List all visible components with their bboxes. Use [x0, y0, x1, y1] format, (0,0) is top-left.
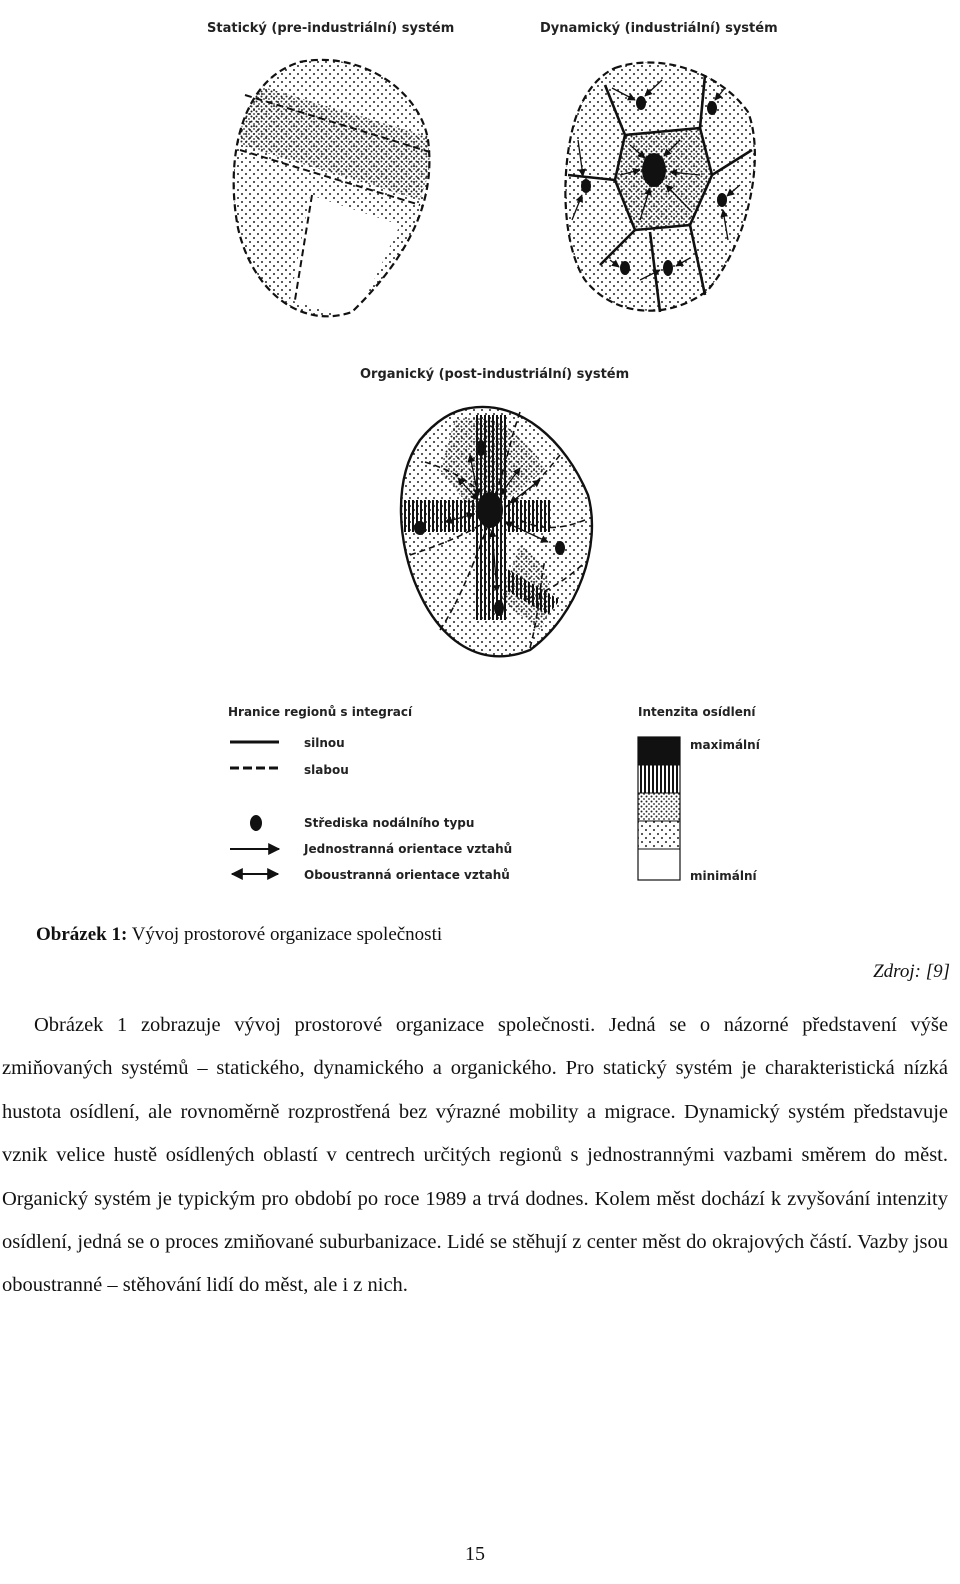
- dynamic-system-label: Dynamický (industriální) systém: [540, 21, 778, 36]
- intensity-min-swatch: [638, 849, 680, 880]
- figure-source: Zdroj: [9]: [873, 961, 950, 982]
- organic-system-label: Organický (post-industriální) systém: [360, 367, 630, 382]
- intensity-max-swatch: [638, 737, 680, 765]
- organic-system-diagram: [380, 395, 610, 680]
- nodal-center-dot-icon: [250, 815, 262, 831]
- intensity-medium-swatch: [638, 793, 680, 821]
- caption-text: Vývoj prostorové organizace společnosti: [127, 924, 443, 945]
- legend-intensity-heading: Intenzita osídlení: [638, 705, 756, 719]
- intensity-low-swatch: [638, 821, 680, 849]
- legend-strong-label: silnou: [304, 736, 345, 750]
- legend-one-way-label: Jednostranná orientace vztahů: [304, 842, 513, 856]
- dynamic-system-diagram: [555, 50, 775, 330]
- legend-nodal-centers-label: Střediska nodálního typu: [304, 816, 475, 830]
- static-system-label: Statický (pre-industriální) systém: [207, 21, 455, 36]
- body-paragraph: Obrázek 1 zobrazuje vývoj prostorové organizace společnosti. Jedná se o názorné představení výše zmiňovaných systémů – statického, dynamického a organického. Pro statický systém je charakteristická nízká hustota osídlení, ale rovnoměrně rozprostřená bez výrazné mobility a migrace. Dynamický systém představuje vznik velice hustě osídlených oblastí v centrech určitých regionů s jednostrannými vazbami směrem do měst. Organický systém je typickým pro období po roce 1989 a trvá dodnes. Kolem měst dochází k zvyšování intenzity osídlení, jedná se o proces zmiňované suburbanizace. Lidé se stěhují z center měst do okrajových částí. Vazby jsou oboustranné – stěhování lidí do měst, ale i z nich.: [2, 1014, 948, 1297]
- legend-borders: [228, 705, 512, 882]
- legend-minimum-label: minimální: [690, 869, 757, 883]
- figure-caption: [36, 924, 442, 946]
- legend-weak-label: slabou: [304, 763, 349, 777]
- static-system-diagram: [220, 40, 450, 340]
- intensity-high-swatch: [638, 765, 680, 793]
- legend-two-way-label: Oboustranná orientace vztahů: [304, 868, 510, 882]
- legend-borders-heading: Hranice regionů s integrací: [228, 705, 413, 719]
- page-number: 15: [465, 1543, 485, 1565]
- legend-maximum-label: maximální: [690, 738, 760, 752]
- caption-label: Obrázek 1:: [36, 924, 128, 945]
- legend-intensity: [638, 705, 761, 883]
